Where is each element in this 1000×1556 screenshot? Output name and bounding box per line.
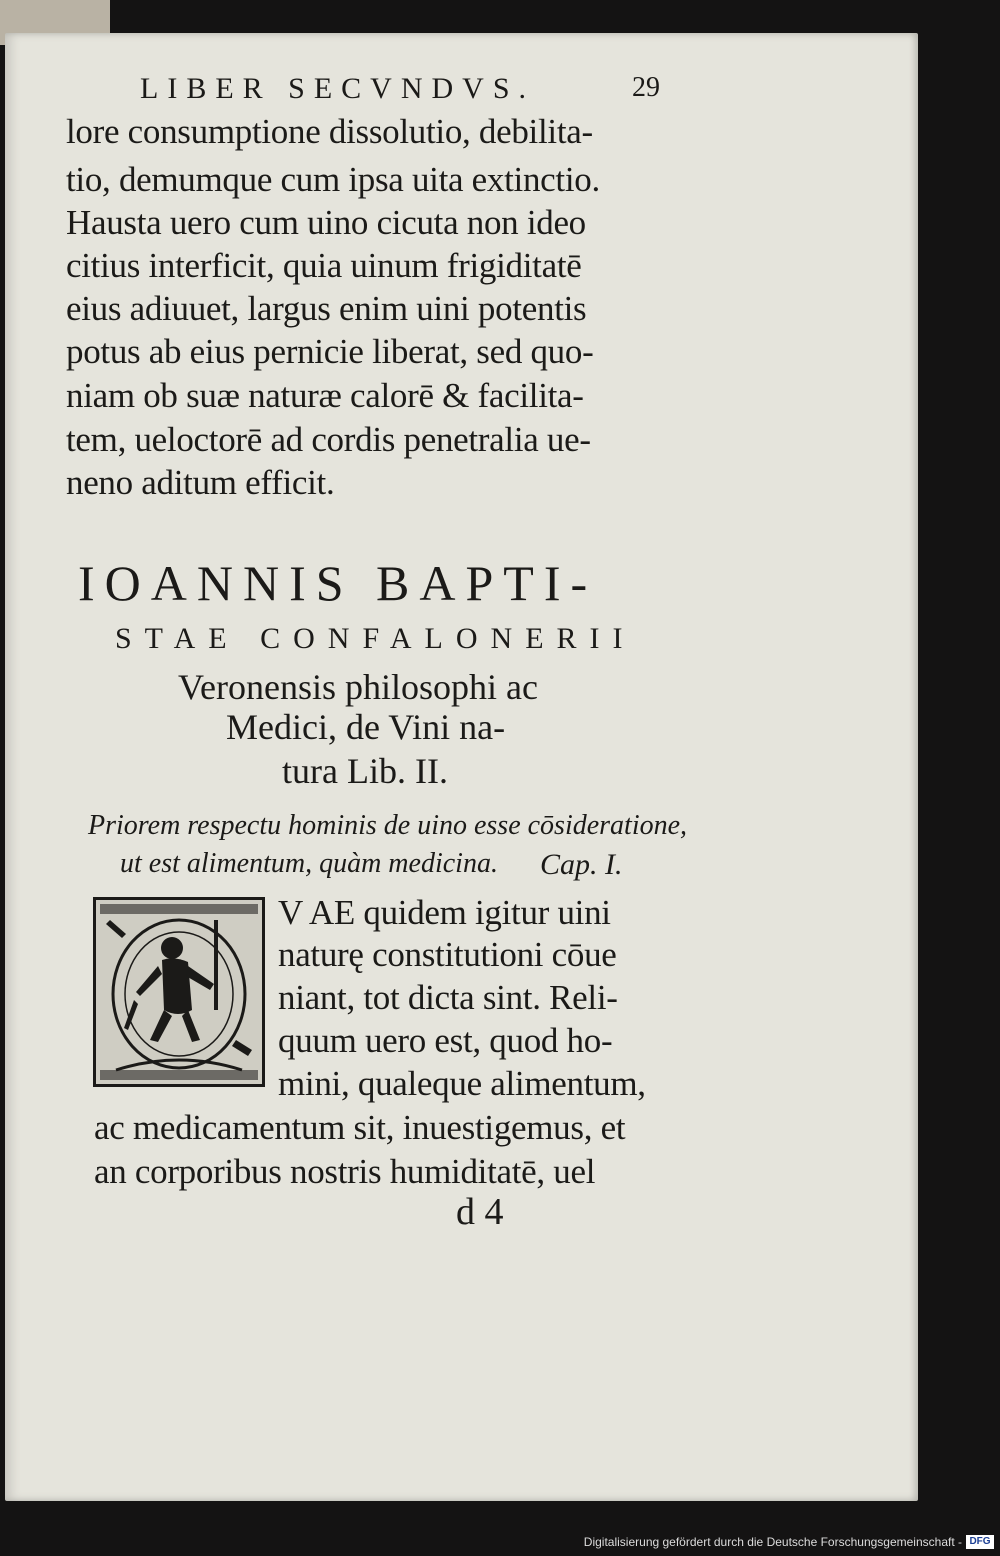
- chapter-text-line: ac medicamentum sit, inuestigemus, et: [94, 1108, 626, 1147]
- chapter-text-line: quum uero est, quod ho-: [278, 1021, 613, 1060]
- book-title-line: tura Lib. II.: [282, 751, 448, 791]
- body-line: citius interficit, quia uinum frigiditatē: [66, 246, 582, 285]
- woodcut-figure-icon: [96, 900, 262, 1084]
- body-line: tio, demumque cum ipsa uita extinctio.: [66, 160, 600, 199]
- body-line: niam ob suæ naturæ calorē & facilita-: [66, 376, 584, 415]
- body-line: neno aditum efficit.: [66, 463, 335, 502]
- chapter-text-line: mini, qualeque alimentum,: [278, 1064, 646, 1103]
- chapter-heading: Priorem respectu hominis de uino esse cōsideratione,: [88, 810, 688, 841]
- body-line: potus ab eius pernicie liberat, sed quo-: [66, 332, 594, 371]
- chapter-text-line: V AE quidem igitur uini: [278, 893, 611, 932]
- body-line: lore consumptione dissolutio, debilita-: [66, 112, 593, 151]
- body-line: tem, ueloctorē ad cordis penetralia ue-: [66, 420, 591, 459]
- running-head: LIBER SECVNDVS.: [140, 72, 536, 105]
- chapter-text-line: naturę constitutioni cōue: [278, 935, 617, 974]
- book-title-line: STAE CONFALONERII: [115, 622, 636, 655]
- chapter-text-line: niant, tot dicta sint. Reli-: [278, 978, 618, 1017]
- book-title-line: Veronensis philosophi ac: [178, 667, 538, 707]
- digitization-credit: Digitalisierung gefördert durch die Deutsche Forschungsgemeinschaft -: [583, 1535, 962, 1549]
- woodcut-initial: [93, 897, 265, 1087]
- folio-number: 29: [632, 72, 660, 103]
- chapter-heading: ut est alimentum, quàm medicina.: [120, 848, 498, 879]
- chapter-text-line: an corporibus nostris humiditatē, uel: [94, 1152, 596, 1191]
- book-title-line: Medici, de Vini na-: [226, 707, 506, 747]
- dfg-logo-icon: DFG: [966, 1535, 994, 1549]
- body-line: eius adiuuet, largus enim uini potentis: [66, 289, 587, 328]
- body-line: Hausta uero cum uino cicuta non ideo: [66, 203, 586, 242]
- signature-mark: d 4: [456, 1191, 504, 1233]
- chapter-label: Cap. I.: [540, 848, 623, 881]
- book-title-line: IOANNIS BAPTI-: [78, 555, 598, 611]
